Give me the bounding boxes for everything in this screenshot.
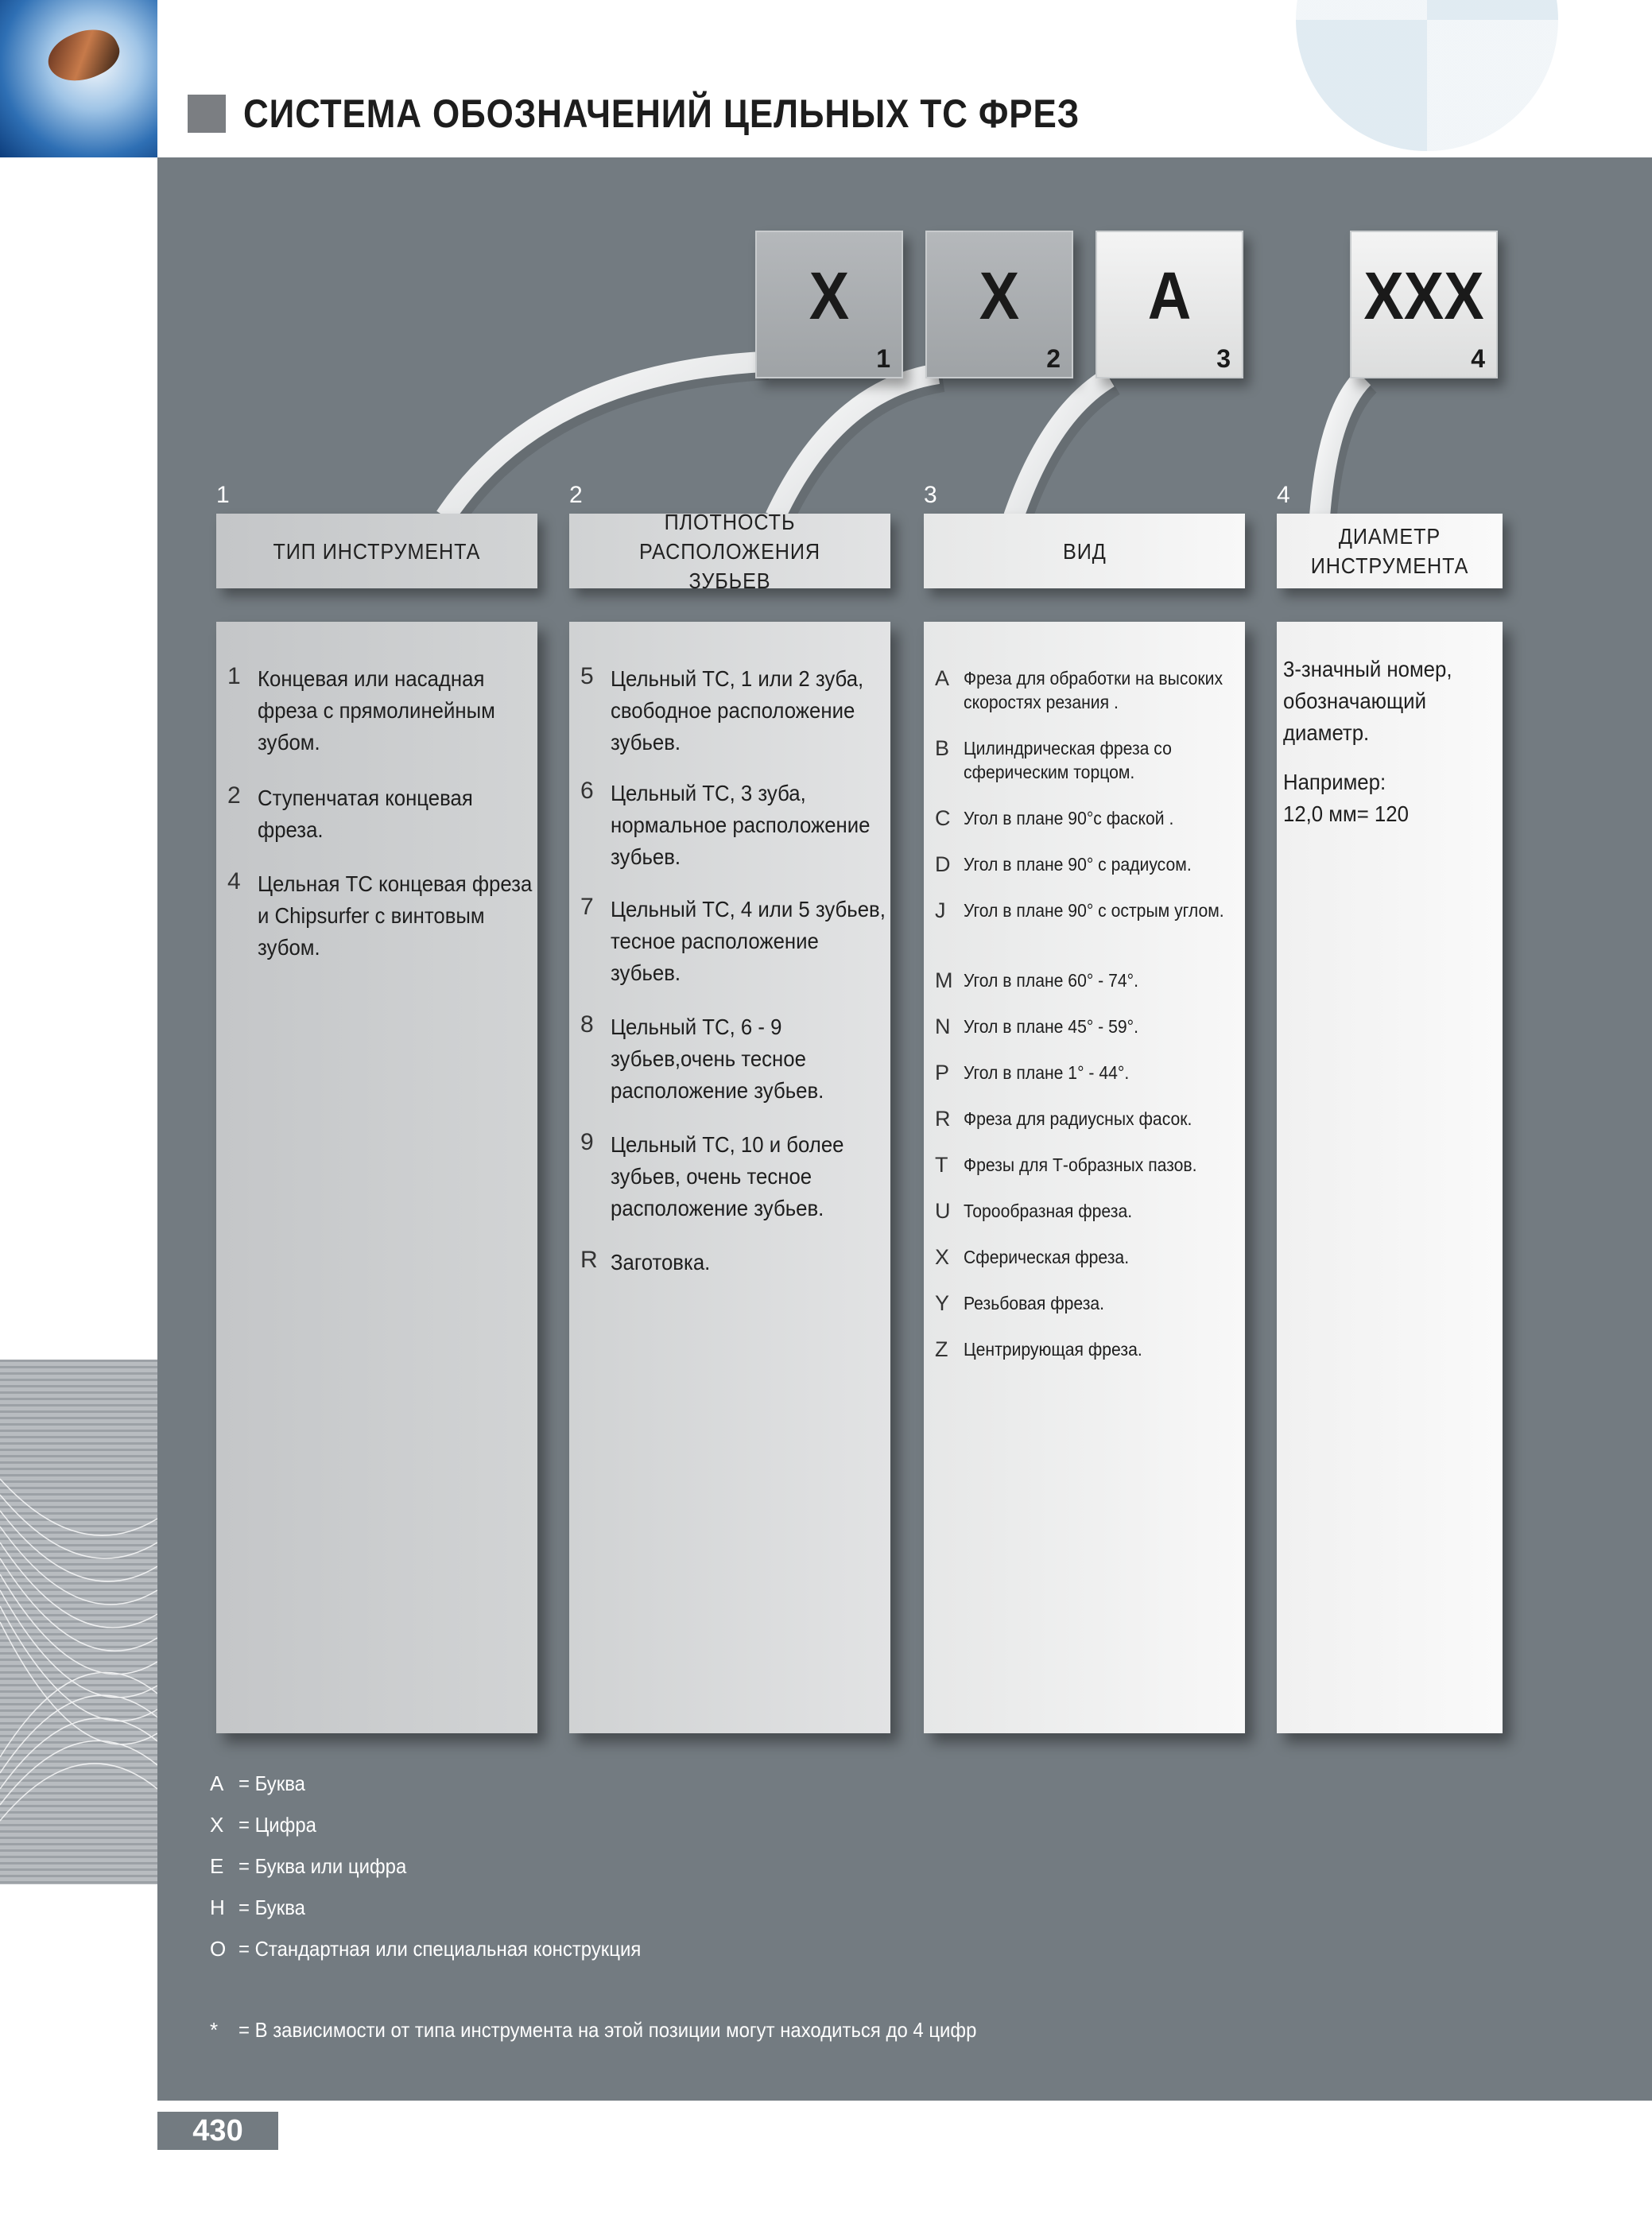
column-number-2: 2	[569, 482, 583, 508]
column-header-tool-type: ТИП ИНСТРУМЕНТА	[216, 514, 537, 588]
legend-item: E = Буква или цифра	[210, 1854, 407, 1878]
column-number-1: 1	[216, 482, 230, 508]
column-content-teeth-density: 5 Цельный ТС, 1 или 2 зуба, свободное расположение зубьев. 6 Цельный ТС, 3 зуба, нормальное расположение зубьев. 7 Цельный ТС, 4 или 5 зубьев, тесное расположение зубьев. 8 Цельный ТС, 6 - 9 зубьев,очень тесное расположение зубьев. 9 Цельный ТС, 10 и более зубьев, очень тесное расположение зубьев. R Заготовка.	[569, 622, 890, 1733]
diameter-description: 3-значный номер, обозначающий диаметр. Например: 12,0 мм= 120	[1283, 657, 1452, 826]
column-number-4: 4	[1277, 482, 1290, 508]
column-header-teeth-density: ПЛОТНОСТЬ РАСПОЛОЖЕНИЯ ЗУБЬЕВ	[569, 514, 890, 588]
legend-item: H = Буква	[210, 1895, 305, 1919]
code-box-2	[925, 231, 1073, 378]
page-title: СИСТЕМА ОБОЗНАЧЕНИЙ ЦЕЛЬНЫХ ТС ФРЕЗ	[243, 91, 1080, 136]
code-box-1	[755, 231, 903, 378]
code-number: 4	[1471, 344, 1485, 373]
code-letter: XXX	[1363, 258, 1484, 333]
code-number: 2	[1046, 344, 1061, 373]
column-number-3: 3	[924, 482, 937, 508]
column-content-diameter	[1277, 622, 1503, 1733]
code-letter: X	[979, 258, 1020, 333]
legend-item: O = Стандартная или специальная конструкция	[210, 1937, 642, 1961]
code-number: 3	[1216, 344, 1231, 373]
page-number: 430	[157, 2112, 278, 2150]
legend-item: A = Буква	[210, 1771, 305, 1795]
code-number: 1	[876, 344, 890, 373]
code-letter: X	[809, 258, 850, 333]
code-box-4	[1350, 231, 1498, 378]
legend-item: X = Цифра	[210, 1813, 316, 1837]
footnote: * = В зависимости от типа инструмента на этой позиции могут находиться до 4 цифр	[210, 2018, 977, 2042]
code-letter: A	[1147, 258, 1192, 333]
column-content-type: A Фреза для обработки на высоких скоростях резания . B Цилиндрическая фреза со сферическим торцом. C Угол в плане 90°с фаской . D Угол в плане 90° с радиусом. J Угол в плане 90° с острым углом. M Угол в плане 60° - 74°. N Угол в плане 45° - 59°. P Угол в плане 1° - 44°. R Фреза для радиусных фасок. T Фрезы для Т-образных пазов. U Торообразная фреза. X Сферическая фреза. Y Резьбовая фреза. Z Центрирующая фреза.	[924, 622, 1245, 1733]
column-content-tool-type: 1 Концевая или насадная фреза с прямолинейным зубом. 2 Ступенчатая концевая фреза. 4 Цельная ТС концевая фреза и Chipsurfer с винтовым зубом.	[216, 622, 537, 1733]
column-header-diameter: ДИАМЕТР ИНСТРУМЕНТА	[1277, 514, 1503, 588]
column-header-type: ВИД	[924, 514, 1245, 588]
code-box-3	[1096, 231, 1243, 378]
